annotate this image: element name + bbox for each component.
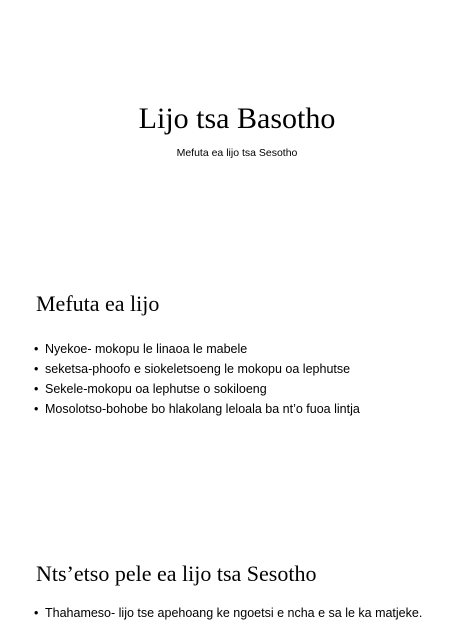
list-item	[34, 603, 422, 623]
bullet-icon: •	[34, 606, 39, 620]
list-item	[34, 399, 360, 419]
bullet-icon: •	[34, 402, 39, 416]
bullet-icon: •	[34, 362, 39, 376]
list-item-text: Nyekoe- mokopu le linaoa le mabele	[45, 342, 248, 356]
slide-food-types	[0, 267, 474, 537]
list-item-text: Mosolotso-bohobe bo hlakolang leloala ba nt’o fuoa lintja	[45, 402, 360, 416]
bullet-icon: •	[34, 342, 39, 356]
section-title: Mefuta ea lijo	[36, 291, 160, 316]
page-subtitle: Mefuta ea lijo tsa Sesotho	[176, 147, 298, 159]
list-item-text: seketsa-phoofo e siokeletsoeng le mokopu oa lephutse	[45, 362, 351, 376]
page-title: Lijo tsa Basotho	[138, 102, 336, 135]
list-item	[34, 359, 360, 379]
list-item-text: Thahameso- lijo tse apehoang ke ngoetsi e ncha e sa le ka matjeke.	[45, 606, 423, 620]
list-item-text: Sekele-mokopu oa lephutse o sokiloeng	[45, 382, 267, 396]
bullet-icon: •	[34, 382, 39, 396]
slide-food-development	[0, 537, 474, 632]
list-item	[34, 339, 360, 359]
slide-title	[0, 0, 474, 267]
section-title: Nts’etso pele ea lijo tsa Sesotho	[36, 561, 317, 586]
list-item	[34, 379, 360, 399]
bullet-list	[34, 603, 422, 623]
bullet-list	[34, 339, 360, 419]
